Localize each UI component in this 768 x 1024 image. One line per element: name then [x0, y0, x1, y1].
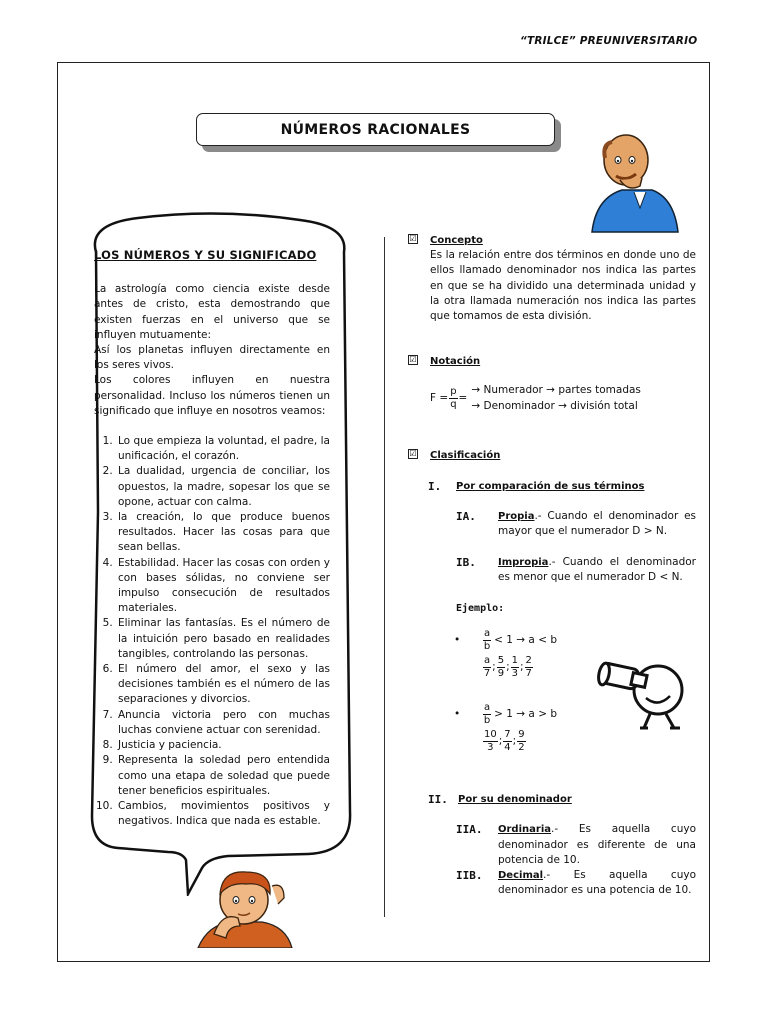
item-IIA-text	[498, 822, 696, 868]
list-item: 10. Cambios, movimientos positivos y negativos. Indica que nada es estable.	[116, 799, 330, 829]
notacion-section	[408, 354, 696, 414]
bullet: •	[454, 708, 461, 721]
colors-paragraph: Los colores influyen en nuestra personalidad. Incluso los números tienen un significado que influye en nosotros veamos:	[94, 374, 330, 417]
item-IB-number: IB.	[456, 555, 476, 569]
list-item: 2. La dualidad, urgencia de conciliar, los opuestos, la madre, sopesar los que se opone, actuar con calma.	[116, 464, 330, 510]
item-IA-number: IA.	[456, 510, 476, 524]
thinking-boy-illustration	[192, 864, 298, 948]
page-title: NÚMEROS RACIONALES	[196, 113, 555, 146]
fraction-denominator: 3	[487, 742, 494, 754]
group-II-heading	[408, 792, 696, 807]
list-item: 1. Lo que empieza la voluntad, el padre, la unificación, el corazón.	[116, 434, 330, 464]
fraction-a-b	[483, 628, 491, 653]
fraction-numerator: 1	[511, 655, 518, 667]
item-IA	[408, 509, 696, 539]
item-IIA-label: Ordinaria	[498, 824, 551, 836]
separator: ;	[512, 735, 517, 748]
fraction-numerator: a	[484, 702, 491, 714]
group-II-label: Por su denominador	[458, 794, 572, 806]
list-item: 4. Estabilidad. Hacer las cosas con orden y con bases sólidas, no conviene ser impulso consecución de resultados materiales.	[116, 556, 330, 617]
fraction-denominator: 7	[483, 668, 491, 680]
fraction-denominator: 2	[518, 742, 525, 754]
fraction-numerator: 2	[525, 655, 532, 667]
item-IB-description: .- Cuando el denominador es menor que el numerador D < N.	[498, 555, 696, 583]
group-I-heading	[408, 479, 696, 494]
checkbox-icon: ☑	[409, 234, 417, 243]
notacion-label: Notación	[430, 356, 481, 368]
separator: ;	[492, 661, 496, 674]
item-IB-label: Impropia	[498, 556, 549, 568]
notation-denominator-line: → Denominador → división total	[471, 399, 638, 412]
checkbox-icon: ☑	[409, 448, 417, 458]
fraction-numerator: 7	[504, 729, 511, 741]
example-2-relation: > 1 → a > b	[494, 708, 558, 721]
notation-formula	[430, 383, 696, 413]
fraction-numerator: 9	[518, 729, 525, 741]
item-IIB	[408, 868, 696, 898]
fraction-denominator: b	[483, 715, 491, 727]
fraction-p-q	[449, 386, 457, 411]
item-IIB-label: Decimal	[498, 870, 544, 882]
fraction-denominator: q	[450, 399, 457, 411]
item-IIA-description: .- Es aquella cuyo denominador es diferente de una potencia de 10.	[498, 823, 696, 866]
item-IB-text	[498, 555, 696, 585]
separator: ;	[498, 735, 503, 748]
fraction-numerator: a	[484, 628, 491, 640]
fraction-a-b	[483, 702, 491, 727]
example-2-fractions	[408, 729, 696, 754]
checkbox-icon: ☑	[409, 355, 417, 365]
formula-equals: =	[458, 392, 468, 405]
thinking-man-illustration	[582, 132, 682, 234]
intro-paragraph: La astrología como ciencia existe desde antes de cristo, esta demostrando que existen fuerzas en el universo que se influyen mutuamente:	[94, 283, 330, 341]
item-IIB-text	[498, 868, 696, 898]
example-1	[408, 628, 696, 653]
numbers-list	[94, 434, 330, 829]
clasificacion-section	[408, 448, 696, 463]
column-divider	[384, 237, 385, 917]
planets-paragraph: Así los planetas influyen directamente en los seres vivos.	[94, 344, 330, 372]
group-I-number: I.	[428, 480, 442, 494]
ejemplo-label: Ejemplo:	[456, 603, 505, 615]
section-heading: LOS NÚMEROS Y SU SIGNIFICADO	[94, 248, 317, 262]
item-IIB-description: .- Es aquella cuyo denominador es una potencia de 10.	[498, 869, 696, 897]
item-IIA	[408, 822, 696, 868]
separator: ;	[519, 661, 524, 674]
telescope-character-illustration	[596, 656, 688, 730]
bullet: •	[454, 634, 461, 647]
fraction-denominator: 9	[497, 668, 505, 680]
page-header: “TRILCE” PREUNIVERSITARIO	[520, 35, 698, 47]
concepto-text: Es la relación entre dos términos en donde uno de ellos llamado denominador nos indica las partes en que se ha dividido una determinada unidad y la otra llamada numeración nos indica las partes que tomamos de esta división.	[430, 249, 696, 323]
list-item: 6. El número del amor, el sexo y las decisiones también es el número de las separaciones y divorcios.	[116, 662, 330, 708]
item-IIB-number: IIB.	[456, 869, 483, 883]
concepto-section	[408, 233, 696, 324]
item-IB	[408, 555, 696, 585]
item-IA-description: .- Cuando el denominador es mayor que el numerador D > N.	[498, 510, 696, 538]
formula-f: F =	[430, 392, 449, 405]
fraction-numerator: p	[450, 386, 457, 398]
notation-numerator-line: → Numerador → partes tomadas	[471, 384, 641, 397]
fraction-denominator: b	[483, 641, 491, 653]
fraction-denominator: 4	[504, 742, 511, 754]
right-column	[408, 233, 696, 898]
fraction-numerator: a	[484, 655, 491, 667]
list-item: 9. Representa la soledad pero entendida como una etapa de soledad que puede tener beneficios espirituales.	[116, 753, 330, 799]
list-item: 3. la creación, lo que produce buenos resultados. Hacer las cosas para que sean bellas.	[116, 510, 330, 556]
fraction-numerator: 5	[497, 655, 505, 667]
fraction-numerator: 10	[484, 729, 497, 741]
fraction-denominator: 7	[525, 668, 532, 680]
clasificacion-label: Clasificación	[430, 449, 501, 461]
separator: ;	[506, 661, 510, 674]
list-item: 8. Justicia y paciencia.	[116, 738, 330, 753]
item-IA-text	[498, 509, 696, 539]
group-I-label: Por comparación de sus términos	[456, 481, 645, 493]
example-1-relation: < 1 → a < b	[494, 634, 558, 647]
item-IA-label: Propia	[498, 511, 535, 523]
list-item: 7. Anuncia victoria pero con muchas luchas conviene actuar con serenidad.	[116, 708, 330, 738]
item-IIA-number: IIA.	[456, 823, 483, 837]
group-II-number: II.	[428, 793, 448, 807]
fraction-denominator: 3	[511, 668, 518, 680]
list-item: 5. Eliminar las fantasías. Es el número de la intuición pero basado en realidades tangibles, controlando las personas.	[116, 616, 330, 662]
concepto-label: Concepto	[430, 235, 483, 246]
notation-legend	[471, 383, 641, 413]
left-column	[94, 248, 330, 829]
